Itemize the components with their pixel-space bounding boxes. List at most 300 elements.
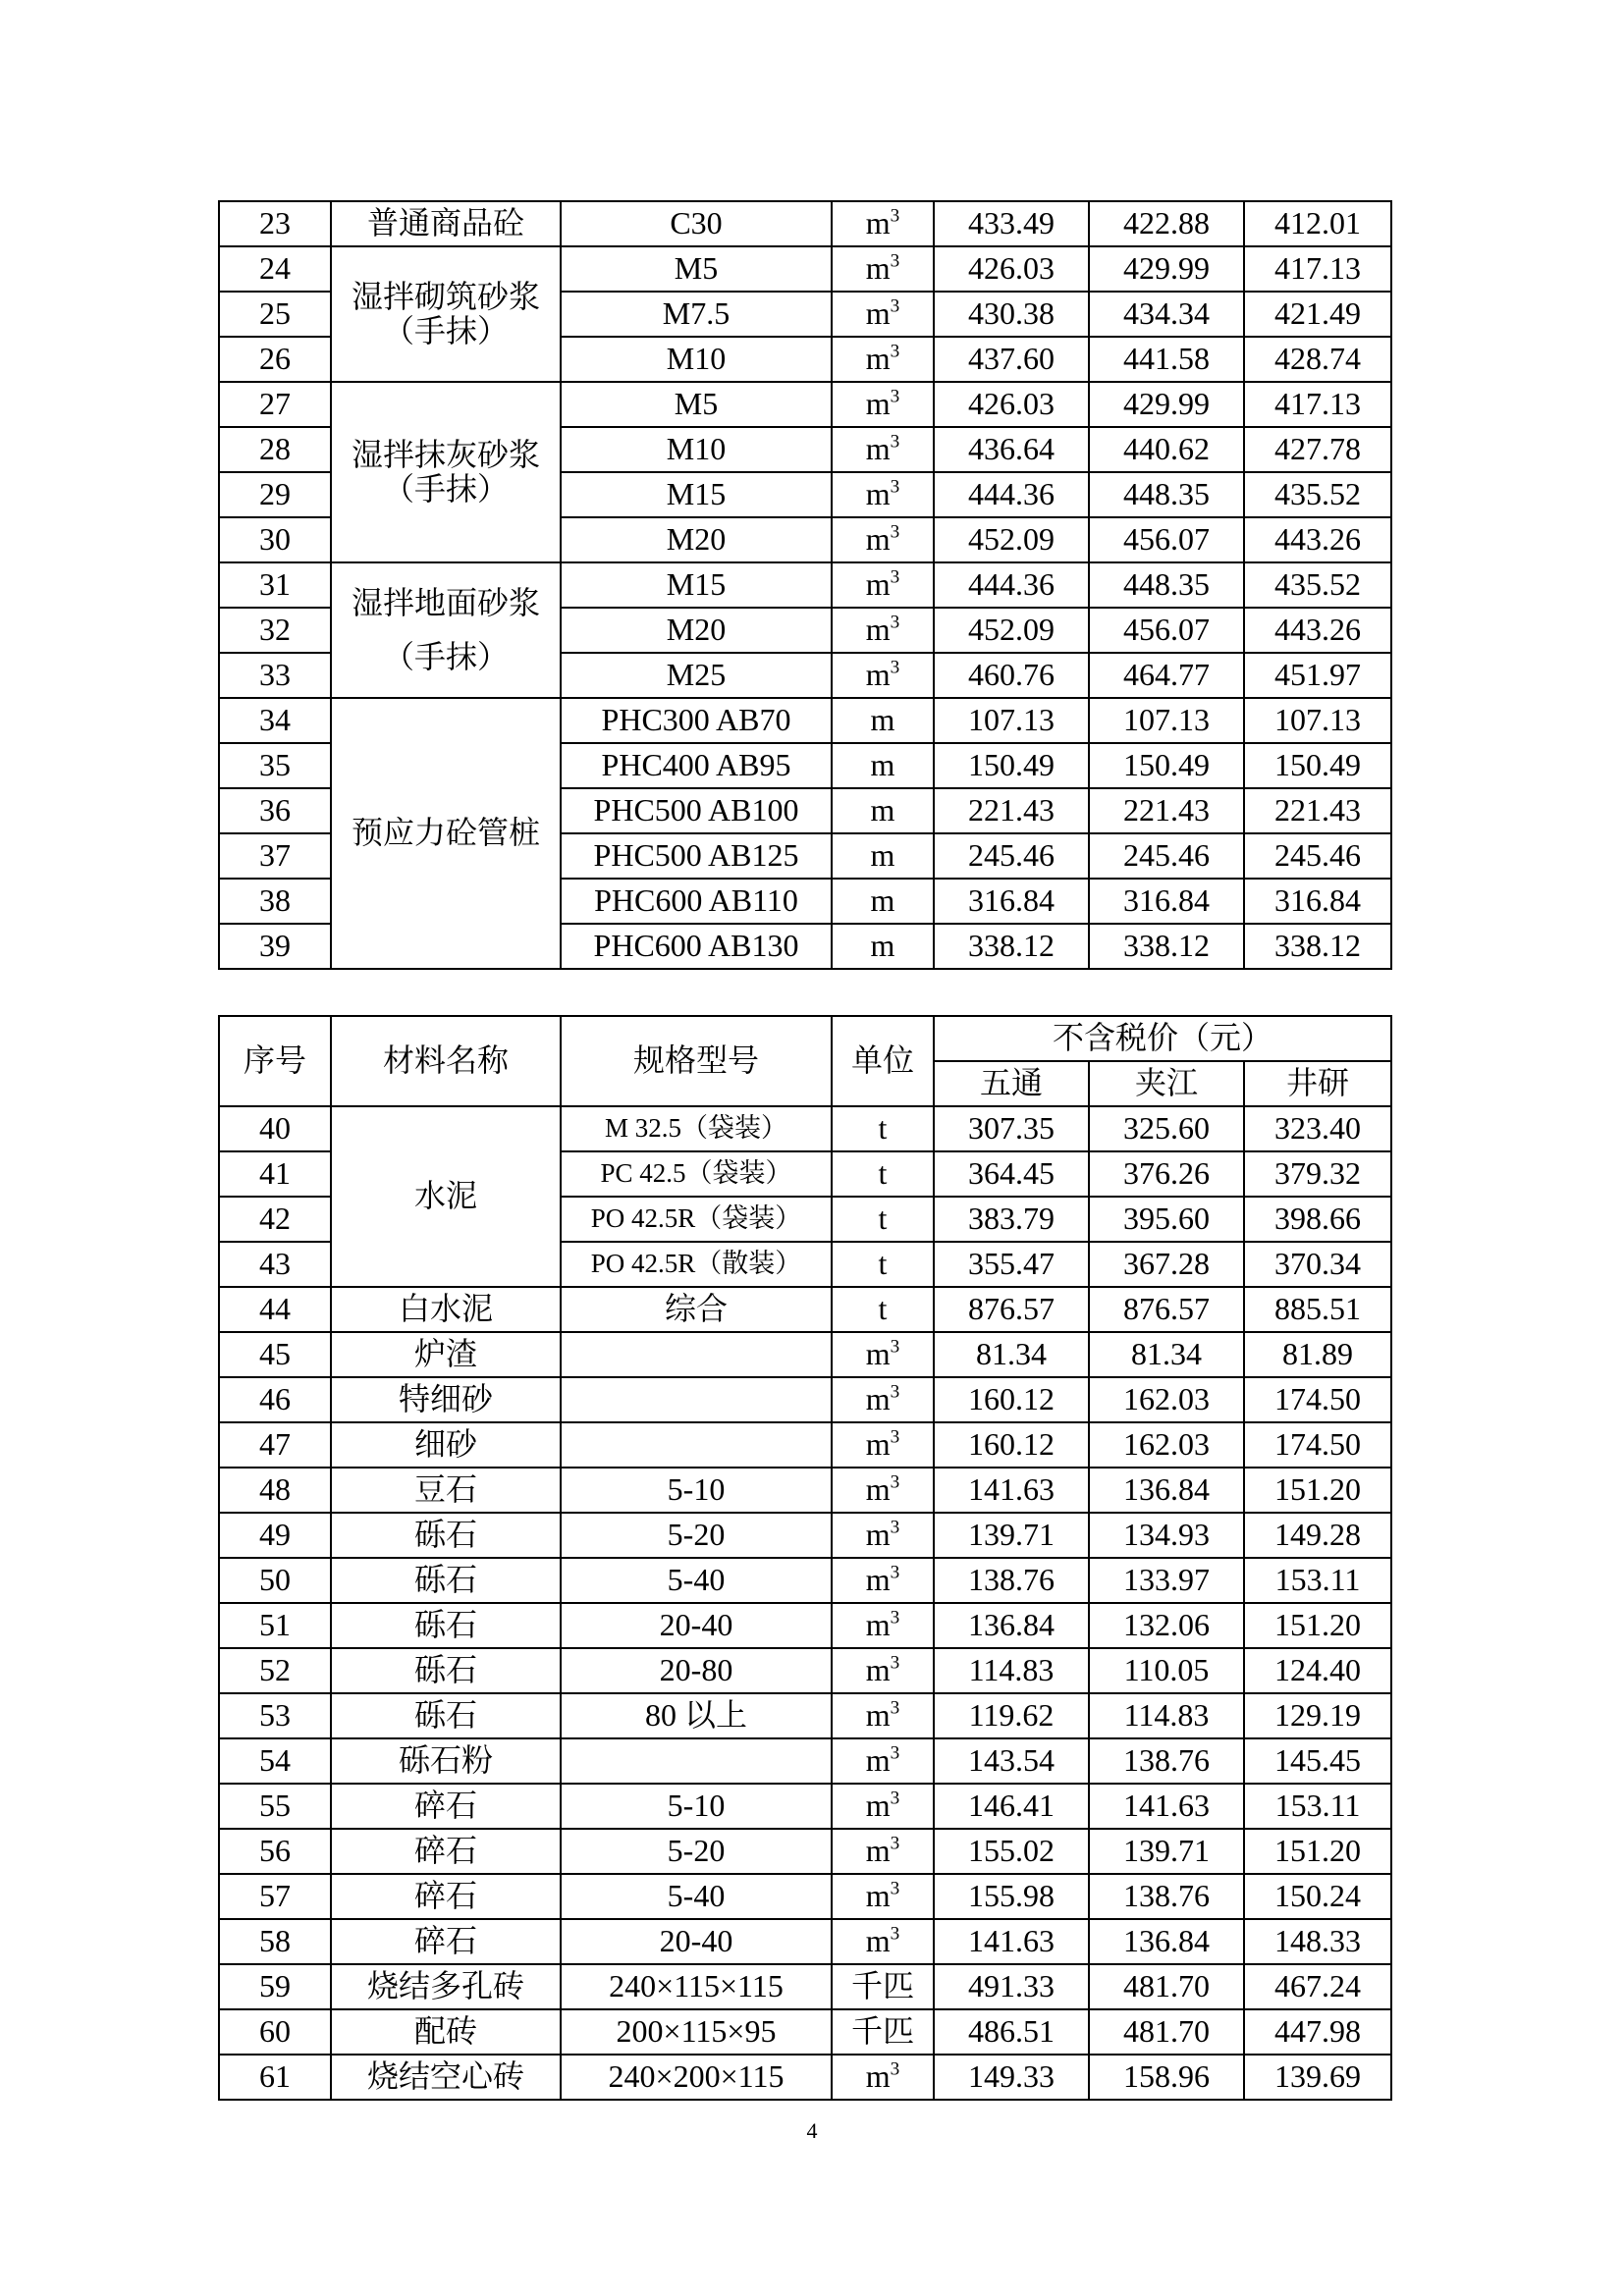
price-jingyan: 148.33 — [1244, 1919, 1391, 1964]
row-no: 28 — [219, 427, 331, 472]
price-jiajiang: 107.13 — [1089, 698, 1244, 743]
price-jiajiang: 456.07 — [1089, 608, 1244, 653]
row-no: 31 — [219, 562, 331, 608]
price-table-bottom — [218, 1015, 1392, 2101]
spec-cell: M10 — [561, 427, 832, 472]
table-row — [219, 246, 1391, 292]
price-wutong: 433.49 — [934, 201, 1089, 246]
price-jiajiang: 138.76 — [1089, 1738, 1244, 1784]
row-no: 26 — [219, 337, 331, 382]
table-row — [219, 1738, 1391, 1784]
unit-cell: $m^3$ — [832, 1693, 934, 1738]
price-jingyan: 421.49 — [1244, 292, 1391, 337]
material-name: 豆石 — [331, 1468, 561, 1513]
price-wutong: 876.57 — [934, 1287, 1089, 1332]
price-wutong: 452.09 — [934, 517, 1089, 562]
price-jiajiang: 81.34 — [1089, 1332, 1244, 1377]
unit-cell: $m^3$ — [832, 1648, 934, 1693]
price-jiajiang: 139.71 — [1089, 1829, 1244, 1874]
material-name: 砾石 — [331, 1558, 561, 1603]
row-no: 59 — [219, 1964, 331, 2009]
material-name: 砾石 — [331, 1648, 561, 1693]
price-wutong: 338.12 — [934, 924, 1089, 969]
unit-cell: 千匹 — [832, 1964, 934, 2009]
row-no: 49 — [219, 1513, 331, 1558]
unit-cell: m — [832, 924, 934, 969]
row-no: 47 — [219, 1422, 331, 1468]
price-jiajiang: 138.76 — [1089, 1874, 1244, 1919]
price-jingyan: 150.49 — [1244, 743, 1391, 788]
price-jiajiang: 132.06 — [1089, 1603, 1244, 1648]
price-wutong: 307.35 — [934, 1106, 1089, 1151]
unit-cell: $m^3$ — [832, 562, 934, 608]
price-jingyan: 435.52 — [1244, 472, 1391, 517]
price-jingyan: 885.51 — [1244, 1287, 1391, 1332]
table-row — [219, 562, 1391, 608]
table-row — [219, 382, 1391, 427]
price-jingyan: 124.40 — [1244, 1648, 1391, 1693]
material-name-cell — [331, 246, 561, 382]
row-no: 27 — [219, 382, 331, 427]
price-jiajiang: 448.35 — [1089, 472, 1244, 517]
table-row — [219, 201, 1391, 246]
unit-cell: $m^3$ — [832, 1874, 934, 1919]
spec-cell: M20 — [561, 517, 832, 562]
table-row — [219, 1919, 1391, 1964]
price-jiajiang: 481.70 — [1089, 2009, 1244, 2055]
price-jingyan: 443.26 — [1244, 517, 1391, 562]
spec-cell: 20-80 — [561, 1648, 832, 1693]
price-jiajiang: 150.49 — [1089, 743, 1244, 788]
spec-cell — [561, 1422, 832, 1468]
price-jingyan: 451.97 — [1244, 653, 1391, 698]
unit-cell: $m^3$ — [832, 246, 934, 292]
unit-cell: t — [832, 1287, 934, 1332]
unit-cell: m — [832, 788, 934, 833]
price-jingyan: 153.11 — [1244, 1558, 1391, 1603]
row-no: 40 — [219, 1106, 331, 1151]
price-jiajiang: 456.07 — [1089, 517, 1244, 562]
price-table-top — [218, 200, 1392, 970]
price-jiajiang: 141.63 — [1089, 1784, 1244, 1829]
row-no: 33 — [219, 653, 331, 698]
price-jiajiang: 110.05 — [1089, 1648, 1244, 1693]
price-jiajiang: 136.84 — [1089, 1919, 1244, 1964]
price-jingyan: 151.20 — [1244, 1603, 1391, 1648]
price-wutong: 437.60 — [934, 337, 1089, 382]
unit-cell: $m^3$ — [832, 427, 934, 472]
row-no: 46 — [219, 1377, 331, 1422]
header-spec: 规格型号 — [561, 1016, 832, 1106]
spec-cell: PHC600 AB130 — [561, 924, 832, 969]
price-wutong: 316.84 — [934, 879, 1089, 924]
unit-cell: 千匹 — [832, 2009, 934, 2055]
table-row — [219, 1693, 1391, 1738]
price-jingyan: 417.13 — [1244, 382, 1391, 427]
price-jiajiang: 441.58 — [1089, 337, 1244, 382]
price-jingyan: 370.34 — [1244, 1242, 1391, 1287]
price-jiajiang: 434.34 — [1089, 292, 1244, 337]
spec-cell: PHC600 AB110 — [561, 879, 832, 924]
spec-cell: 200×115×95 — [561, 2009, 832, 2055]
price-wutong: 119.62 — [934, 1693, 1089, 1738]
row-no: 60 — [219, 2009, 331, 2055]
price-jiajiang: 136.84 — [1089, 1468, 1244, 1513]
unit-cell: $m^3$ — [832, 517, 934, 562]
unit-cell: $m^3$ — [832, 1829, 934, 1874]
material-name: 水泥 — [331, 1106, 561, 1287]
row-no: 41 — [219, 1151, 331, 1197]
price-jiajiang: 158.96 — [1089, 2055, 1244, 2100]
price-jingyan: 379.32 — [1244, 1151, 1391, 1197]
price-jingyan: 428.74 — [1244, 337, 1391, 382]
table-row — [219, 1648, 1391, 1693]
price-wutong: 355.47 — [934, 1242, 1089, 1287]
price-jingyan: 245.46 — [1244, 833, 1391, 879]
unit-cell: t — [832, 1197, 934, 1242]
price-table-header — [219, 1016, 1391, 1106]
price-jingyan: 174.50 — [1244, 1422, 1391, 1468]
table-row — [219, 1964, 1391, 2009]
material-name: 碎石 — [331, 1829, 561, 1874]
spec-cell: M15 — [561, 472, 832, 517]
row-no: 35 — [219, 743, 331, 788]
page-number: 4 — [806, 2118, 818, 2143]
material-name: 碎石 — [331, 1784, 561, 1829]
price-jiajiang: 440.62 — [1089, 427, 1244, 472]
unit-cell: $m^3$ — [832, 1422, 934, 1468]
header-unit: 单位 — [832, 1016, 934, 1106]
price-jingyan: 435.52 — [1244, 562, 1391, 608]
spec-cell: M10 — [561, 337, 832, 382]
price-jingyan: 447.98 — [1244, 2009, 1391, 2055]
material-name: 碎石 — [331, 1874, 561, 1919]
row-no: 38 — [219, 879, 331, 924]
spec-cell — [561, 1738, 832, 1784]
price-wutong: 436.64 — [934, 427, 1089, 472]
unit-cell: t — [832, 1151, 934, 1197]
material-name: 湿拌地面砂浆 — [351, 584, 540, 620]
spec-cell: PC 42.5（袋装） — [561, 1151, 832, 1197]
row-no: 58 — [219, 1919, 331, 1964]
price-wutong: 221.43 — [934, 788, 1089, 833]
unit-cell: $m^3$ — [832, 292, 934, 337]
price-wutong: 426.03 — [934, 246, 1089, 292]
header-jingyan: 井研 — [1244, 1061, 1391, 1106]
material-name: 细砂 — [331, 1422, 561, 1468]
material-name: 烧结空心砖 — [331, 2055, 561, 2100]
price-jiajiang: 245.46 — [1089, 833, 1244, 879]
material-name: 炉渣 — [331, 1332, 561, 1377]
header-material-name: 材料名称 — [331, 1016, 561, 1106]
price-wutong: 155.02 — [934, 1829, 1089, 1874]
unit-cell: m — [832, 698, 934, 743]
material-name: 白水泥 — [331, 1287, 561, 1332]
price-wutong: 107.13 — [934, 698, 1089, 743]
table-row — [219, 1422, 1391, 1468]
price-wutong: 444.36 — [934, 472, 1089, 517]
price-table-bottom-body — [219, 1106, 1391, 2100]
spec-cell: M15 — [561, 562, 832, 608]
spec-cell: 80 以上 — [561, 1693, 832, 1738]
price-jiajiang: 162.03 — [1089, 1422, 1244, 1468]
spec-cell: M5 — [561, 382, 832, 427]
row-no: 42 — [219, 1197, 331, 1242]
row-no: 55 — [219, 1784, 331, 1829]
material-name-cell — [331, 382, 561, 562]
price-wutong: 146.41 — [934, 1784, 1089, 1829]
price-jingyan: 323.40 — [1244, 1106, 1391, 1151]
price-table-top-body — [219, 201, 1391, 969]
price-jiajiang: 221.43 — [1089, 788, 1244, 833]
row-no: 43 — [219, 1242, 331, 1287]
price-wutong: 452.09 — [934, 608, 1089, 653]
unit-cell: m — [832, 879, 934, 924]
spec-cell: 5-40 — [561, 1558, 832, 1603]
table-row — [219, 1874, 1391, 1919]
material-name: 普通商品砼 — [366, 205, 524, 241]
spec-cell: PO 42.5R（散装） — [561, 1242, 832, 1287]
material-name: 湿拌砌筑砂浆 — [351, 278, 540, 314]
unit-cell: $m^3$ — [832, 1377, 934, 1422]
spec-cell: M25 — [561, 653, 832, 698]
price-wutong: 160.12 — [934, 1422, 1089, 1468]
spec-cell: 5-20 — [561, 1829, 832, 1874]
unit-cell: $m^3$ — [832, 337, 934, 382]
price-wutong: 139.71 — [934, 1513, 1089, 1558]
price-jingyan: 151.20 — [1244, 1829, 1391, 1874]
price-jingyan: 338.12 — [1244, 924, 1391, 969]
spec-cell: 240×200×115 — [561, 2055, 832, 2100]
table-row — [219, 1332, 1391, 1377]
price-wutong: 81.34 — [934, 1332, 1089, 1377]
row-no: 57 — [219, 1874, 331, 1919]
spec-cell: 5-20 — [561, 1513, 832, 1558]
price-wutong: 138.76 — [934, 1558, 1089, 1603]
price-jingyan: 174.50 — [1244, 1377, 1391, 1422]
table-row — [219, 1106, 1391, 1151]
spec-cell: M5 — [561, 246, 832, 292]
row-no: 30 — [219, 517, 331, 562]
material-name: 砾石 — [331, 1693, 561, 1738]
spec-cell — [561, 1377, 832, 1422]
spec-cell: 5-10 — [561, 1784, 832, 1829]
table-row — [219, 1784, 1391, 1829]
price-jiajiang: 134.93 — [1089, 1513, 1244, 1558]
row-no: 24 — [219, 246, 331, 292]
price-jiajiang: 448.35 — [1089, 562, 1244, 608]
row-no: 53 — [219, 1693, 331, 1738]
unit-cell: t — [832, 1242, 934, 1287]
price-wutong: 150.49 — [934, 743, 1089, 788]
spec-cell: 240×115×115 — [561, 1964, 832, 2009]
unit-cell: $m^3$ — [832, 382, 934, 427]
price-jiajiang: 481.70 — [1089, 1964, 1244, 2009]
spec-cell: PHC500 AB125 — [561, 833, 832, 879]
row-no: 48 — [219, 1468, 331, 1513]
price-jiajiang: 367.28 — [1089, 1242, 1244, 1287]
price-wutong: 383.79 — [934, 1197, 1089, 1242]
price-jingyan: 145.45 — [1244, 1738, 1391, 1784]
price-wutong: 143.54 — [934, 1738, 1089, 1784]
header-wutong: 五通 — [934, 1061, 1089, 1106]
unit-cell: $m^3$ — [832, 1738, 934, 1784]
unit-cell: $m^3$ — [832, 1468, 934, 1513]
row-no: 36 — [219, 788, 331, 833]
price-jingyan: 398.66 — [1244, 1197, 1391, 1242]
price-jiajiang: 395.60 — [1089, 1197, 1244, 1242]
price-jiajiang: 133.97 — [1089, 1558, 1244, 1603]
row-no: 34 — [219, 698, 331, 743]
material-name-note: （手抹） — [382, 471, 509, 507]
row-no: 56 — [219, 1829, 331, 1874]
material-name: 砾石粉 — [331, 1738, 561, 1784]
material-name: 湿拌抹灰砂浆 — [351, 436, 540, 472]
unit-cell: $m^3$ — [832, 653, 934, 698]
price-wutong: 486.51 — [934, 2009, 1089, 2055]
spec-cell: 5-10 — [561, 1468, 832, 1513]
row-no: 50 — [219, 1558, 331, 1603]
price-wutong: 491.33 — [934, 1964, 1089, 2009]
table-row — [219, 2009, 1391, 2055]
material-name: 烧结多孔砖 — [331, 1964, 561, 2009]
row-no: 37 — [219, 833, 331, 879]
price-wutong: 141.63 — [934, 1919, 1089, 1964]
row-no: 23 — [219, 201, 331, 246]
material-name: 碎石 — [331, 1919, 561, 1964]
table-row — [219, 1287, 1391, 1332]
unit-cell: $m^3$ — [832, 1558, 934, 1603]
price-wutong: 430.38 — [934, 292, 1089, 337]
spec-cell: M20 — [561, 608, 832, 653]
price-jingyan: 467.24 — [1244, 1964, 1391, 2009]
price-wutong: 160.12 — [934, 1377, 1089, 1422]
header-jiajiang: 夹江 — [1089, 1061, 1244, 1106]
material-name-note: （手抹） — [382, 639, 509, 674]
spec-cell: M7.5 — [561, 292, 832, 337]
price-jingyan: 153.11 — [1244, 1784, 1391, 1829]
price-jingyan: 412.01 — [1244, 201, 1391, 246]
price-jiajiang: 876.57 — [1089, 1287, 1244, 1332]
table-row — [219, 698, 1391, 743]
unit-cell: $m^3$ — [832, 1919, 934, 1964]
material-name: 特细砂 — [331, 1377, 561, 1422]
row-no: 32 — [219, 608, 331, 653]
unit-cell: m — [832, 833, 934, 879]
material-name-cell — [331, 201, 561, 246]
price-jiajiang: 376.26 — [1089, 1151, 1244, 1197]
price-jingyan: 129.19 — [1244, 1693, 1391, 1738]
unit-cell: $m^3$ — [832, 1513, 934, 1558]
unit-cell: m — [832, 743, 934, 788]
price-jingyan: 151.20 — [1244, 1468, 1391, 1513]
spec-cell: PHC400 AB95 — [561, 743, 832, 788]
spec-cell: 综合 — [561, 1287, 832, 1332]
unit-cell: $m^3$ — [832, 1784, 934, 1829]
spec-cell: M 32.5（袋装） — [561, 1106, 832, 1151]
row-no: 44 — [219, 1287, 331, 1332]
price-jiajiang: 325.60 — [1089, 1106, 1244, 1151]
unit-cell: $m^3$ — [832, 2055, 934, 2100]
price-jingyan: 417.13 — [1244, 246, 1391, 292]
price-jingyan: 427.78 — [1244, 427, 1391, 472]
price-jingyan: 81.89 — [1244, 1332, 1391, 1377]
row-no: 51 — [219, 1603, 331, 1648]
unit-cell: $m^3$ — [832, 608, 934, 653]
row-no: 54 — [219, 1738, 331, 1784]
row-no: 29 — [219, 472, 331, 517]
price-jingyan: 150.24 — [1244, 1874, 1391, 1919]
price-jingyan: 139.69 — [1244, 2055, 1391, 2100]
material-name: 砾石 — [331, 1513, 561, 1558]
price-wutong: 141.63 — [934, 1468, 1089, 1513]
price-wutong: 155.98 — [934, 1874, 1089, 1919]
table-row — [219, 1513, 1391, 1558]
unit-cell: $m^3$ — [832, 201, 934, 246]
price-jingyan: 443.26 — [1244, 608, 1391, 653]
price-jiajiang: 464.77 — [1089, 653, 1244, 698]
row-no: 45 — [219, 1332, 331, 1377]
price-wutong: 426.03 — [934, 382, 1089, 427]
header-price-group: 不含税价（元） — [934, 1016, 1391, 1061]
unit-cell: $m^3$ — [832, 1603, 934, 1648]
spec-cell: PO 42.5R（袋装） — [561, 1197, 832, 1242]
table-row — [219, 2055, 1391, 2100]
price-jiajiang: 316.84 — [1089, 879, 1244, 924]
price-wutong: 460.76 — [934, 653, 1089, 698]
unit-cell: t — [832, 1106, 934, 1151]
price-wutong: 444.36 — [934, 562, 1089, 608]
price-wutong: 149.33 — [934, 2055, 1089, 2100]
price-wutong: 364.45 — [934, 1151, 1089, 1197]
spec-cell: 5-40 — [561, 1874, 832, 1919]
row-no: 52 — [219, 1648, 331, 1693]
price-wutong: 136.84 — [934, 1603, 1089, 1648]
spec-cell: PHC500 AB100 — [561, 788, 832, 833]
price-jiajiang: 422.88 — [1089, 201, 1244, 246]
row-no: 25 — [219, 292, 331, 337]
material-name: 预应力砼管桩 — [351, 815, 540, 851]
unit-cell: $m^3$ — [832, 1332, 934, 1377]
row-no: 39 — [219, 924, 331, 969]
material-name-cell — [331, 562, 561, 698]
price-jiajiang: 429.99 — [1089, 246, 1244, 292]
table-row — [219, 1603, 1391, 1648]
table-row — [219, 1558, 1391, 1603]
spec-cell: 20-40 — [561, 1603, 832, 1648]
price-jingyan: 107.13 — [1244, 698, 1391, 743]
material-name-cell — [331, 698, 561, 969]
price-jingyan: 316.84 — [1244, 879, 1391, 924]
price-wutong: 114.83 — [934, 1648, 1089, 1693]
material-name: 配砖 — [331, 2009, 561, 2055]
price-jiajiang: 429.99 — [1089, 382, 1244, 427]
price-wutong: 245.46 — [934, 833, 1089, 879]
table-row — [219, 1377, 1391, 1422]
material-name-note: （手抹） — [382, 313, 509, 348]
price-jingyan: 149.28 — [1244, 1513, 1391, 1558]
spec-cell: C30 — [561, 201, 832, 246]
spec-cell — [561, 1332, 832, 1377]
table-row — [219, 1829, 1391, 1874]
header-no: 序号 — [219, 1016, 331, 1106]
price-jiajiang: 162.03 — [1089, 1377, 1244, 1422]
price-jingyan: 221.43 — [1244, 788, 1391, 833]
unit-cell: $m^3$ — [832, 472, 934, 517]
material-name: 砾石 — [331, 1603, 561, 1648]
row-no: 61 — [219, 2055, 331, 2100]
table-row — [219, 1468, 1391, 1513]
